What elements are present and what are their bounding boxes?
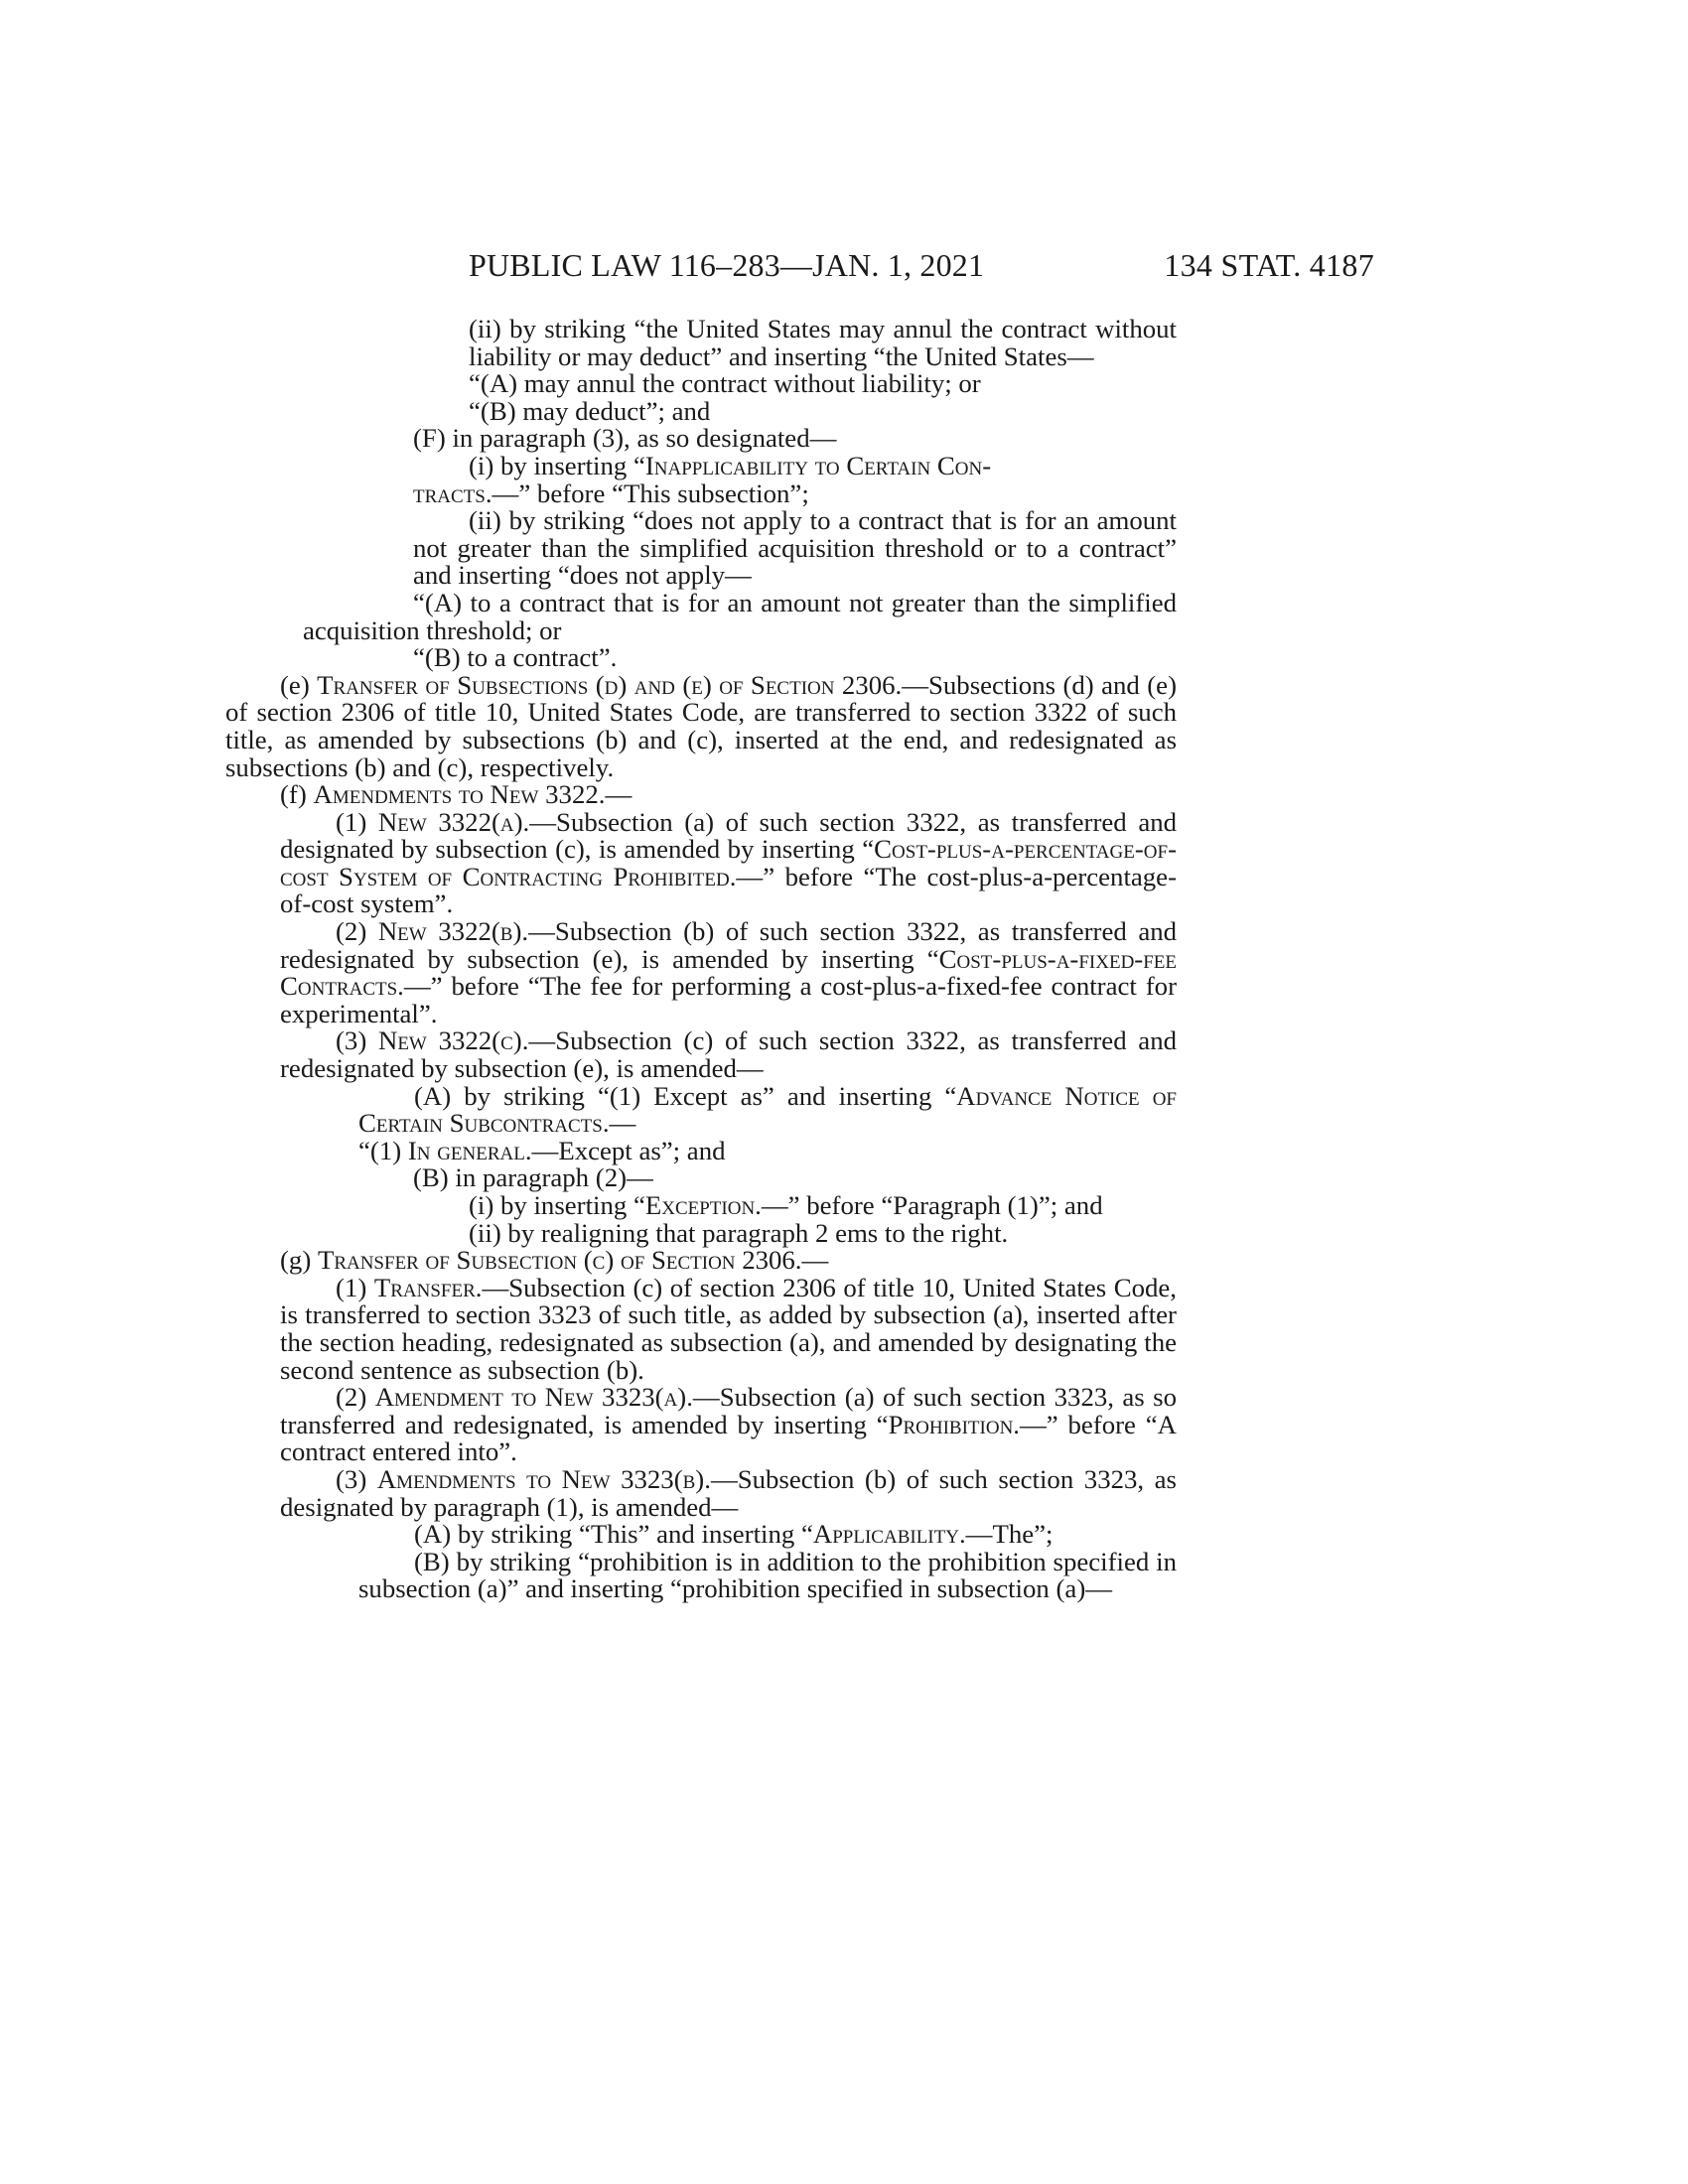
- document-body: [225, 314, 1178, 1604]
- paragraph-g2: (2) Amendment to New 3323(a).—Subsection (a) of such section 3323, as so transferred and redesignated, is amended by inserting “Prohibition.—” before “A contract entered into”.: [280, 1382, 1177, 1467]
- clause-ii-does-not-apply: (ii) by striking “does not apply to a contract that is for an amount not greater than the simplified acquisition threshold or to a contract” and inserting “does not apply—: [413, 505, 1177, 591]
- clause-i-continuation: tracts.—” before “This subsection”;: [413, 478, 809, 508]
- subparagraph-f3A: (A) by striking “(1) Except as” and inserting “Advance Notice of Certain Subcontracts.—: [358, 1080, 1177, 1139]
- subparagraph-g3A: (A) by striking “This” and inserting “Applicability.—The”;: [414, 1519, 1054, 1550]
- subsection-e: (e) Transfer of Subsections (d) and (e) of Section 2306.—Subsections (d) and (e) of section 2306 of title 10, United States Code, are transferred to section 3322 of such title, as amended by subsections (b) and (c), inserted at the end, and redesignated as subsections (b) and (c), respectively.: [225, 669, 1177, 782]
- subparagraph-g3B: (B) by striking “prohibition is in addition to the prohibition specified in subsection (a)” and inserting “prohibition specified in subsection (a)—: [358, 1546, 1177, 1604]
- clause-f3Bii: (ii) by realigning that paragraph 2 ems to the right.: [469, 1217, 1009, 1248]
- subsection-e-heading: Transfer of Subsections (d) and (e) of Section 2306.: [317, 669, 903, 700]
- paragraph-F: (F) in paragraph (3), as so designated—: [413, 423, 837, 454]
- statute-page-number: 134 STAT. 4187: [1164, 247, 1374, 283]
- subsection-f-heading: (f) Amendments to New 3322.—: [280, 779, 633, 810]
- paragraph-g1: (1) Transfer.—Subsection (c) of section 2306 of title 10, United States Code, is transferred to section 3323 of such title, as added by subsection (a), inserted after the section heading, redesignated as subsection (a), and amended by designating the second sentence as subsection (b).: [280, 1272, 1177, 1385]
- paragraph-f3: (3) New 3322(c).—Subsection (c) of such section 3322, as transferred and redesignated by subsection (e), is amended—: [280, 1025, 1177, 1084]
- paragraph-f1: (1) New 3322(a).—Subsection (a) of such section 3322, as transferred and designated by subsection (c), is amended by inserting “Cost-plus-a-percentage-of-cost System of Contracting Prohibited.—” before “The cost-plus-a-percentage-of-cost system”.: [280, 806, 1178, 919]
- quoted-1-in-general: “(1) In general.—Except as”; and: [358, 1135, 726, 1165]
- running-head-title: PUBLIC LAW 116–283—JAN. 1, 2021: [469, 247, 985, 283]
- subsection-g-heading: (g) Transfer of Subsection (c) of Section 2306.—: [280, 1245, 829, 1276]
- page-header: [469, 240, 1374, 290]
- clause-i-inapplicability: (i) by inserting “Inapplicability to Certain Con-: [469, 450, 992, 480]
- paragraph-g3: (3) Amendments to New 3323(b).—Subsection (b) of such section 3323, as designated by paragraph (1), is amended—: [280, 1463, 1177, 1522]
- subparagraph-f3B: (B) in paragraph (2)—: [413, 1162, 653, 1193]
- quoted-A-annul: “(A) may annul the contract without liability; or: [469, 368, 981, 399]
- quoted-B-to-a-contract: “(B) to a contract”.: [413, 642, 618, 673]
- quoted-A-simplified-threshold: “(A) to a contract that is for an amount not greater than the simplified acquisition threshold; or: [303, 587, 1177, 645]
- paragraph-f2: (2) New 3322(b).—Subsection (b) of such section 3322, as transferred and redesignated by subsection (e), is amended by inserting “Cost-plus-a-fixed-fee Contracts.—” before “The fee for performing a cost-plus-a-fixed-fee contract for experimental”.: [280, 916, 1178, 1028]
- quoted-B-deduct: “(B) may deduct”; and: [469, 395, 711, 426]
- clause-f3Bi: (i) by inserting “Exception.—” before “Paragraph (1)”; and: [469, 1190, 1103, 1220]
- paragraph-ii-striking-annul: (ii) by striking “the United States may annul the contract without liability or may deduct” and inserting “the United States—: [469, 314, 1177, 371]
